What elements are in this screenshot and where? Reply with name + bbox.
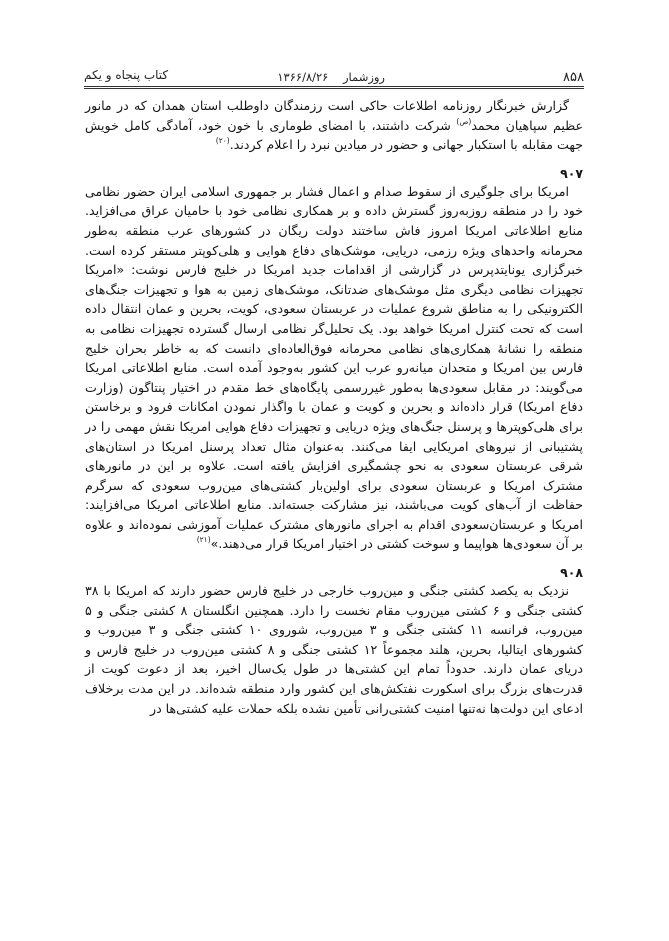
entry-number-907: ۹۰۷ [560, 165, 583, 181]
page-body [85, 96, 583, 718]
entry-907-body: امریکا برای جلوگیری از سقوط صدام و اعمال فشار بر جمهوری اسلامی ایران حضور نظامی خود را در منطقه روزبه‌روز گسترش داده و بر همکاری نظامی خود با حامیان عراق می‌افزاید. منابع اطلاعاتی امریکا امروز فاش ساختند دولت ریگان در کشورهای عرب منطقه به‌طور محرمانه واحدهای ویژه رزمی، دریایی، موشک‌های دفاع هوایی و هلی‌کوپتر مستقر کرده است. خبرگزاری یونایتدپرس در گزارشی از اقدامات جدید امریکا در خلیج فارس نوشت: «امریکا تجهیزات نظامی دیگری مثل موشک‌های ضدتانک، موشک‌های زمین به هوا و تجهیزات جنگ‌های الکترونیکی را به مناطق شروع عملیات در عربستان سعودی، کویت، بحرین و عمان انتقال داده است که تحت کنترل امریکا خواهد بود. یک تحلیل‌گر نظامی ارسال گسترده تجهیزات نظامی به منطقه را نشانهٔ همکاری‌های نظامی محرمانه فوق‌العاده‌ای دانست که به خاطر بحران خلیج فارس بین امریکا و متحدان میانه‌رو عرب این کشور به‌وجود آمده است. منابع اطلاعاتی امریکا می‌گویند: در مقابل سعودی‌ها به‌طور غیررسمی پایگاه‌های خط مقدم در اختیار پنتاگون (وزارت دفاع امریکا) قرار داده‌اند و بحرین و کویت و عمان با واگذار نمودن امکانات فرود و برخاستن برای هلی‌کوپترها و پرسنل جنگ‌های ویژه دریایی و تجهیزات دفاع هوایی امریکا نقش مهمی را در پشتیبانی از نیروهای امریکایی ایفا می‌کنند. به‌عنوان مثال تعداد پرسنل امریکا در استان‌های شرقی عربستان سعودی به نحو چشمگیری افزایش یافته است. علاوه بر این در مانورهای مشترک امریکا و عربستان سعودی برای اولین‌بار کشتی‌های مین‌روب سعودی که سرگرم حفاظت از آب‌های کویت می‌باشند، نیز مشارکت جسته‌اند. منابع اطلاعاتی امریکا می‌افزایند: امریکا و عربستان‌سعودی اقدام به اجرای مانورهای مشترک عملیات آموزشی نموده‌اند و علاوه بر آن سعودی‌ها هواپیما و سوخت کشتی در اختیار امریکا قرار می‌دهند.» [85, 183, 583, 552]
entry-number-908: ۹۰۸ [560, 565, 583, 581]
footnote-ref: (۲۰) [215, 136, 230, 146]
header-rule-bottom [84, 88, 584, 89]
honorific-mark: (ص) [456, 116, 472, 126]
book-title: کتاب پنجاه و یکم [84, 68, 169, 82]
entry-908-body: نزدیک به یکصد کشتی جنگی و مین‌روب خارجی در خلیج فارس حضور دارند که امریکا با ۳۸ کشتی جنگی و ۶ کشتی مین‌روب مقام نخست را دارد. همچنین انگلستان ۸ کشتی جنگی و ۵ مین‌روب، فرانسه ۱۱ کشتی جنگی و ۳ مین‌روب، شوروی ۱۰ کشتی جنگی و ۳ مین‌روب و کشورهای ایتالیا، بحرین، هلند مجموعاً ۱۲ کشتی جنگی و ۸ کشتی مین‌روب در خلیج فارس و دریای عمان دارند. حدوداً تمام این کشتی‌ها در طول یک‌سال اخیر، بعد از دعوت کویت از قدرت‌های بزرگ برای اسکورت نفتکش‌های این کشور وارد منطقه شده‌اند. در این مدت برخلاف ادعای این دولت‌ها نه‌تنها امنیت کشتی‌رانی تأمین نشده بلکه حملات علیه کشتی‌ها در [85, 583, 583, 716]
entry-907-text [85, 182, 583, 554]
paragraph-intro [85, 96, 583, 155]
chronicle-date-heading [273, 70, 389, 84]
series-label: روزشمار [342, 70, 385, 84]
paragraph-intro-text: گزارش خبرنگار روزنامه اطلاعات حاکی است رزمندگان داوطلب استان همدان که در مانور عظیم سپاهیان محمد [85, 98, 583, 133]
paragraph-intro-text-cont: شرکت داشتند، با امضای طوماری با خون خود، آمادگی کامل خویش جهت مقابله با استکبار جهانی و حضور در میادین نبرد را اعلام کردند. [85, 117, 583, 153]
header-rule-top [84, 86, 584, 87]
page-number: ۸۵۸ [563, 70, 584, 85]
header-date: ۱۳۶۶/۸/۲۶ [277, 70, 329, 84]
entry-908-text [85, 581, 583, 718]
footnote-ref: (۲۱) [196, 535, 211, 545]
running-header [84, 68, 584, 88]
